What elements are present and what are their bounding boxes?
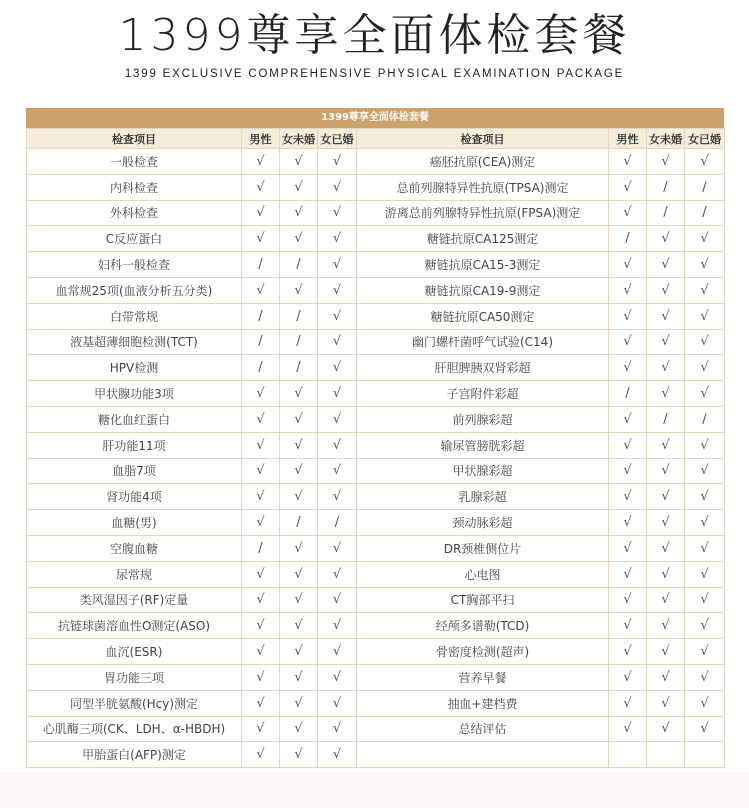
- availability-mark: √: [242, 458, 280, 484]
- exam-item-name: 空腹血糖: [27, 535, 242, 561]
- exam-item-name: 血常规25项(血液分析五分类): [27, 277, 242, 303]
- availability-mark: √: [242, 226, 280, 252]
- availability-mark: √: [609, 716, 647, 742]
- availability-mark: [685, 742, 725, 768]
- availability-mark: √: [609, 252, 647, 278]
- availability-mark: √: [318, 277, 357, 303]
- exam-item-name: 前列腺彩超: [357, 406, 609, 432]
- availability-mark: √: [609, 432, 647, 458]
- table-row: [27, 484, 725, 510]
- availability-mark: √: [647, 664, 685, 690]
- table-row: [27, 664, 725, 690]
- availability-mark: √: [609, 510, 647, 536]
- table-row: [27, 329, 725, 355]
- availability-mark: √: [685, 561, 725, 587]
- table-row: [27, 458, 725, 484]
- exam-table-container: [26, 108, 724, 768]
- availability-mark: √: [647, 458, 685, 484]
- availability-mark: √: [280, 432, 318, 458]
- availability-mark: √: [609, 277, 647, 303]
- availability-mark: [609, 742, 647, 768]
- availability-mark: √: [242, 277, 280, 303]
- exam-item-name: 颈动脉彩超: [357, 510, 609, 536]
- header-category: 男性: [242, 129, 280, 149]
- availability-mark: √: [647, 226, 685, 252]
- availability-mark: √: [609, 200, 647, 226]
- availability-mark: √: [609, 690, 647, 716]
- availability-mark: √: [647, 329, 685, 355]
- table-row: [27, 303, 725, 329]
- availability-mark: √: [318, 561, 357, 587]
- availability-mark: √: [685, 458, 725, 484]
- availability-mark: √: [647, 355, 685, 381]
- availability-mark: /: [609, 381, 647, 407]
- availability-mark: √: [318, 613, 357, 639]
- availability-mark: √: [242, 613, 280, 639]
- table-header-row: [27, 129, 725, 149]
- availability-mark: √: [609, 355, 647, 381]
- table-row: [27, 149, 725, 175]
- availability-mark: /: [318, 510, 357, 536]
- availability-mark: √: [318, 664, 357, 690]
- availability-mark: √: [609, 484, 647, 510]
- availability-mark: √: [609, 535, 647, 561]
- availability-mark: √: [647, 381, 685, 407]
- availability-mark: √: [647, 510, 685, 536]
- table-row: [27, 510, 725, 536]
- availability-mark: √: [318, 303, 357, 329]
- availability-mark: /: [647, 406, 685, 432]
- availability-mark: √: [685, 535, 725, 561]
- table-row: [27, 690, 725, 716]
- exam-item-name: 糖链抗原CA50测定: [357, 303, 609, 329]
- availability-mark: /: [685, 174, 725, 200]
- table-row: [27, 355, 725, 381]
- availability-mark: √: [280, 226, 318, 252]
- table-row: [27, 252, 725, 278]
- availability-mark: √: [318, 381, 357, 407]
- availability-mark: √: [280, 149, 318, 175]
- availability-mark: /: [280, 329, 318, 355]
- availability-mark: √: [242, 432, 280, 458]
- exam-item-name: 甲胎蛋白(AFP)测定: [27, 742, 242, 768]
- exam-item-name: 糖链抗原CA125测定: [357, 226, 609, 252]
- availability-mark: √: [280, 561, 318, 587]
- availability-mark: √: [318, 716, 357, 742]
- availability-mark: /: [280, 355, 318, 381]
- table-row: [27, 174, 725, 200]
- availability-mark: √: [685, 639, 725, 665]
- availability-mark: √: [647, 690, 685, 716]
- exam-item-name: 糖化血红蛋白: [27, 406, 242, 432]
- exam-item-name: 癌胚抗原(CEA)测定: [357, 149, 609, 175]
- availability-mark: √: [242, 200, 280, 226]
- availability-mark: √: [685, 252, 725, 278]
- availability-mark: √: [280, 587, 318, 613]
- availability-mark: √: [242, 639, 280, 665]
- exam-item-name: 液基超薄细胞检测(TCT): [27, 329, 242, 355]
- exam-item-name: 肝胆脾胰双肾彩超: [357, 355, 609, 381]
- availability-mark: √: [318, 200, 357, 226]
- availability-mark: √: [647, 716, 685, 742]
- exam-item-name: 妇科一般检查: [27, 252, 242, 278]
- availability-mark: √: [280, 381, 318, 407]
- table-row: [27, 406, 725, 432]
- availability-mark: √: [280, 174, 318, 200]
- availability-mark: √: [318, 690, 357, 716]
- exam-item-name: 游离总前列腺特异性抗原(FPSA)测定: [357, 200, 609, 226]
- availability-mark: /: [242, 329, 280, 355]
- exam-item-name: 血沉(ESR): [27, 639, 242, 665]
- availability-mark: /: [647, 200, 685, 226]
- availability-mark: √: [647, 149, 685, 175]
- availability-mark: √: [318, 535, 357, 561]
- exam-item-name: 糖链抗原CA19-9测定: [357, 277, 609, 303]
- availability-mark: √: [647, 613, 685, 639]
- availability-mark: √: [647, 432, 685, 458]
- availability-mark: √: [609, 406, 647, 432]
- availability-mark: √: [280, 716, 318, 742]
- header-category: 男性: [609, 129, 647, 149]
- table-body: [27, 149, 725, 768]
- table-caption: 1399尊享全面体检套餐: [26, 108, 724, 128]
- availability-mark: √: [280, 535, 318, 561]
- exam-item-name: 幽门螺杆菌呼气试验(C14): [357, 329, 609, 355]
- availability-mark: √: [242, 149, 280, 175]
- availability-mark: √: [685, 277, 725, 303]
- header-item-name: 检查项目: [27, 129, 242, 149]
- exam-item-name: 尿常规: [27, 561, 242, 587]
- availability-mark: √: [280, 664, 318, 690]
- availability-mark: √: [685, 381, 725, 407]
- page-subtitle: 1399 EXCLUSIVE COMPREHENSIVE PHYSICAL EXAMINATION PACKAGE: [124, 68, 625, 80]
- exam-item-name: [357, 742, 609, 768]
- availability-mark: √: [647, 484, 685, 510]
- header-item-name: 检查项目: [357, 129, 609, 149]
- header-category: 女未婚: [647, 129, 685, 149]
- exam-item-name: CT胸部平扫: [357, 587, 609, 613]
- table-row: [27, 716, 725, 742]
- availability-mark: /: [647, 174, 685, 200]
- availability-mark: √: [609, 613, 647, 639]
- availability-mark: √: [647, 535, 685, 561]
- header-category: 女已婚: [685, 129, 725, 149]
- availability-mark: /: [685, 406, 725, 432]
- availability-mark: √: [318, 484, 357, 510]
- table-row: [27, 381, 725, 407]
- exam-item-name: 抽血+建档费: [357, 690, 609, 716]
- table-row: [27, 639, 725, 665]
- footer-band: [0, 772, 749, 808]
- availability-mark: √: [647, 639, 685, 665]
- availability-mark: /: [280, 510, 318, 536]
- availability-mark: √: [609, 174, 647, 200]
- availability-mark: √: [280, 406, 318, 432]
- exam-item-name: 外科检查: [27, 200, 242, 226]
- exam-item-name: 胃功能三项: [27, 664, 242, 690]
- availability-mark: √: [242, 174, 280, 200]
- availability-mark: √: [318, 406, 357, 432]
- availability-mark: √: [242, 510, 280, 536]
- availability-mark: √: [609, 458, 647, 484]
- exam-item-name: 抗链球菌溶血性O测定(ASO): [27, 613, 242, 639]
- availability-mark: √: [318, 742, 357, 768]
- exam-item-name: 内科检查: [27, 174, 242, 200]
- availability-mark: √: [318, 149, 357, 175]
- availability-mark: /: [280, 252, 318, 278]
- availability-mark: /: [242, 252, 280, 278]
- exam-item-name: HPV检测: [27, 355, 242, 381]
- table-row: [27, 535, 725, 561]
- table-row: [27, 277, 725, 303]
- availability-mark: √: [647, 277, 685, 303]
- exam-item-name: 肝功能11项: [27, 432, 242, 458]
- availability-mark: √: [280, 200, 318, 226]
- exam-item-name: 白带常规: [27, 303, 242, 329]
- availability-mark: /: [242, 355, 280, 381]
- exam-item-name: 心肌酶三项(CK、LDH、α-HBDH): [27, 716, 242, 742]
- availability-mark: /: [609, 226, 647, 252]
- availability-mark: √: [685, 303, 725, 329]
- availability-mark: √: [609, 664, 647, 690]
- table-row: [27, 587, 725, 613]
- availability-mark: /: [242, 535, 280, 561]
- table-row: [27, 226, 725, 252]
- availability-mark: √: [609, 587, 647, 613]
- exam-item-name: 甲状腺彩超: [357, 458, 609, 484]
- availability-mark: √: [280, 458, 318, 484]
- availability-mark: √: [242, 484, 280, 510]
- availability-mark: √: [242, 587, 280, 613]
- availability-mark: √: [647, 252, 685, 278]
- availability-mark: √: [242, 716, 280, 742]
- exam-item-name: 营养早餐: [357, 664, 609, 690]
- availability-mark: √: [685, 484, 725, 510]
- header-category: 女未婚: [280, 129, 318, 149]
- availability-mark: √: [685, 226, 725, 252]
- availability-mark: √: [280, 690, 318, 716]
- table-row: [27, 432, 725, 458]
- availability-mark: √: [318, 226, 357, 252]
- availability-mark: √: [609, 149, 647, 175]
- availability-mark: √: [242, 664, 280, 690]
- availability-mark: √: [647, 561, 685, 587]
- availability-mark: √: [318, 174, 357, 200]
- exam-item-name: DR颈椎侧位片: [357, 535, 609, 561]
- availability-mark: √: [280, 742, 318, 768]
- availability-mark: √: [318, 355, 357, 381]
- exam-item-name: 输尿管膀胱彩超: [357, 432, 609, 458]
- exam-item-name: 一般检查: [27, 149, 242, 175]
- table-row: [27, 613, 725, 639]
- exam-item-name: 骨密度检测(超声): [357, 639, 609, 665]
- exam-item-name: 类风湿因子(RF)定量: [27, 587, 242, 613]
- availability-mark: √: [609, 329, 647, 355]
- availability-mark: √: [318, 329, 357, 355]
- availability-mark: √: [609, 303, 647, 329]
- availability-mark: √: [280, 613, 318, 639]
- page-title: 1399尊享全面体检套餐: [118, 10, 631, 61]
- exam-item-name: 总前列腺特异性抗原(TPSA)测定: [357, 174, 609, 200]
- availability-mark: √: [647, 587, 685, 613]
- exam-item-name: 经颅多谱勒(TCD): [357, 613, 609, 639]
- table-row: [27, 742, 725, 768]
- availability-mark: √: [609, 561, 647, 587]
- exam-item-name: 乳腺彩超: [357, 484, 609, 510]
- availability-mark: √: [318, 639, 357, 665]
- availability-mark: √: [318, 587, 357, 613]
- availability-mark: √: [242, 406, 280, 432]
- exam-item-name: 子宫附件彩超: [357, 381, 609, 407]
- availability-mark: √: [280, 639, 318, 665]
- table-row: [27, 561, 725, 587]
- availability-mark: √: [685, 716, 725, 742]
- exam-item-name: C反应蛋白: [27, 226, 242, 252]
- exam-item-name: 血脂7项: [27, 458, 242, 484]
- table-row: [27, 200, 725, 226]
- exam-item-name: 血糖(男): [27, 510, 242, 536]
- availability-mark: √: [609, 639, 647, 665]
- availability-mark: √: [685, 664, 725, 690]
- exam-item-name: 心电图: [357, 561, 609, 587]
- exam-item-name: 肾功能4项: [27, 484, 242, 510]
- availability-mark: √: [685, 510, 725, 536]
- availability-mark: √: [318, 432, 357, 458]
- exam-table: [26, 128, 725, 768]
- availability-mark: √: [647, 303, 685, 329]
- availability-mark: √: [318, 252, 357, 278]
- availability-mark: /: [685, 200, 725, 226]
- availability-mark: /: [242, 303, 280, 329]
- exam-item-name: 同型半胱氨酸(Hcy)测定: [27, 690, 242, 716]
- exam-item-name: 甲状腺功能3项: [27, 381, 242, 407]
- availability-mark: √: [685, 613, 725, 639]
- availability-mark: √: [685, 329, 725, 355]
- availability-mark: √: [685, 690, 725, 716]
- availability-mark: √: [242, 561, 280, 587]
- availability-mark: √: [242, 690, 280, 716]
- availability-mark: √: [685, 587, 725, 613]
- availability-mark: √: [280, 484, 318, 510]
- exam-item-name: 糖链抗原CA15-3测定: [357, 252, 609, 278]
- availability-mark: √: [685, 355, 725, 381]
- header-category: 女已婚: [318, 129, 357, 149]
- availability-mark: √: [242, 381, 280, 407]
- availability-mark: √: [242, 742, 280, 768]
- availability-mark: √: [318, 458, 357, 484]
- availability-mark: √: [685, 432, 725, 458]
- availability-mark: √: [280, 277, 318, 303]
- availability-mark: √: [685, 149, 725, 175]
- availability-mark: /: [280, 303, 318, 329]
- availability-mark: [647, 742, 685, 768]
- exam-item-name: 总结评估: [357, 716, 609, 742]
